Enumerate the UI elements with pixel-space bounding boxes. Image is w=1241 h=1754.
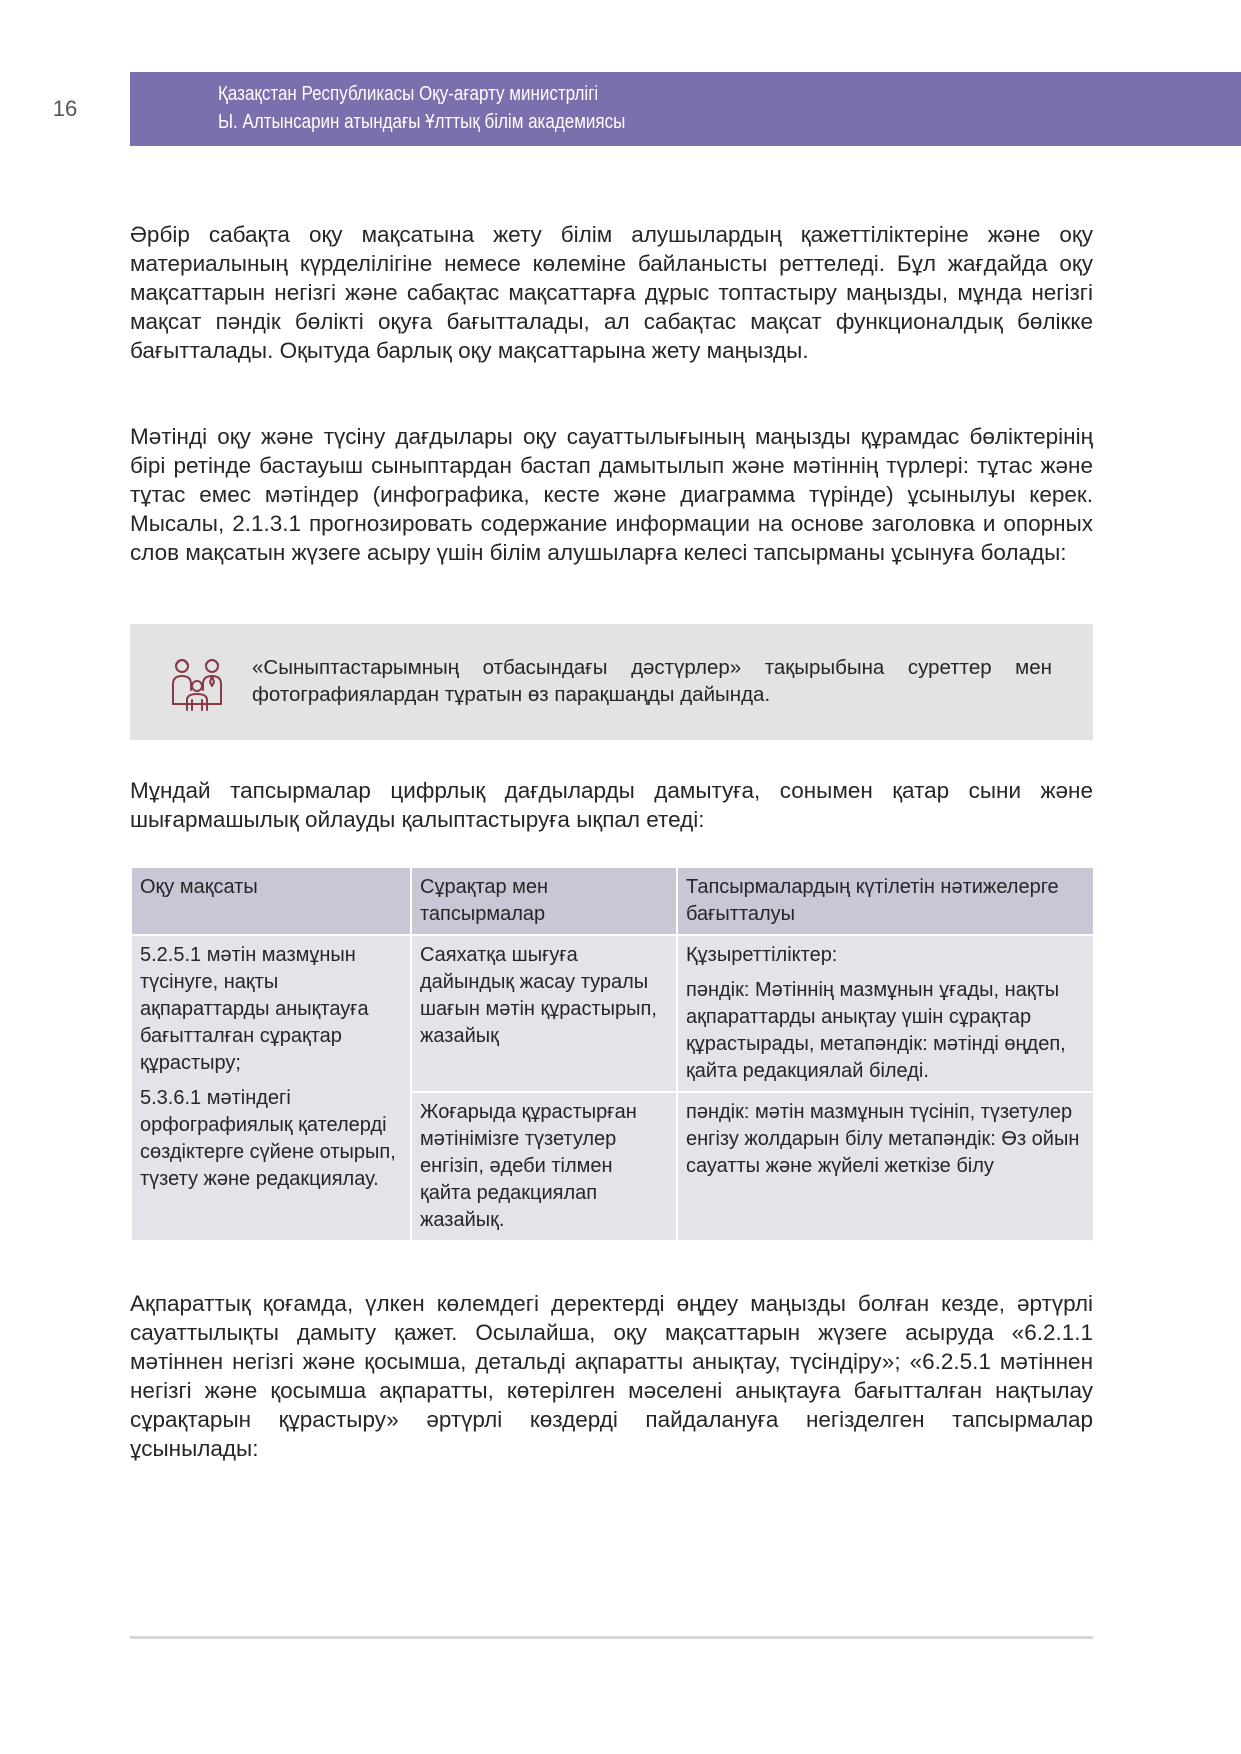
footer-divider [130,1636,1093,1639]
objectives-table [130,866,1095,1242]
question-2: Жоғарыда құрастырған мәтінімізге түзетулер енгізіп, әдеби тілмен қайта редакциялап жазайық. [420,1101,637,1231]
objective-1: 5.2.5.1 мәтін мазмұнын түсінуге, нақты ақпараттарды анықтауға бағытталған сұрақтар құрастыру; [140,944,369,1074]
table-row [131,935,1094,1092]
paragraph-4: Ақпараттық қоғамда, үлкен көлемдегі деректерді өңдеу маңызды болған кезде, әртүрлі сауаттылықты дамыту қажет. Осылайша, оқу мақсаттарын жүзеге асыруда «6.2.1.1 мәтіннен негізгі және қосымша, детальді ақпаратты анықтау, түсіндіру»; «6.2.5.1 мәтіннен негізгі және қосымша ақпаратты, көтерілген мәселені анықтауға бағытталған нақтылау сұрақтарын құрастыру» әртүрлі көздерді пайдалануға негізделген тапсырмалар ұсынылады: [130,1291,1093,1461]
header-questions: Сұрақтар мен тапсырмалар [411,867,677,935]
task-box [130,624,1093,740]
family-icon [168,654,226,712]
paragraph-2: Мәтінді оқу және түсіну дағдылары оқу сауаттылығының маңызды құрамдас бөліктерінің бірі ретінде бастауыш сыныптардан бастап дамытылып және мәтіннің түрлері: тұтас және тұтас емес мәтіндер (инфографика, кесте және диаграмма түрінде) ұсынылуы керек. Мысалы, 2.1.3.1 прогнозировать содержание информации на основе заголовка и опорных слов мақсатын жүзеге асыру үшін білім алушыларға келесі тапсырманы ұсынуға болады: [130,424,1093,565]
page-header [0,72,1241,146]
result-1-body: пәндік: Мәтіннің мазмұнын ұғады, нақты ақпараттарды анықтау үшін сұрақтар құрастырады, метапәндік: мәтінді өңдеп, қайта редакциялай біледі. [686,979,1066,1082]
paragraph-3: Мұндай тапсырмалар цифрлық дағдыларды дамытуға, сонымен қатар сыни және шығармашылық ойлауды қалыптастыруға ықпал етеді: [130,778,1093,832]
page-number: 16 [0,72,130,146]
result-cell [677,935,1094,1092]
paragraph-1: Әрбір сабақта оқу мақсатына жету білім алушылардың қажеттіліктеріне және оқу материалының күрделілігіне немесе көлеміне байланысты реттеледі. Бұл жағдайда оқу мақсаттарын негізгі және сабақтас мақсаттарға дұрыс топтастыру маңызды, мұнда негізгі мақсат пәндік бөлікті оқуға бағытталады, ал сабақтас мақсат функционалдық бөлікке бағытталады. Оқытуда барлық оқу мақсаттарына жету маңызды. [130,222,1093,363]
header-text [218,80,625,136]
header-results: Тапсырмалардың күтілетін нәтижелерге бағытталуы [677,867,1094,935]
table-header-row [131,867,1094,935]
objective-cell [131,935,411,1241]
result-1-heading: Құзыреттіліктер: [686,944,838,966]
result-cell [677,1092,1094,1241]
objective-2: 5.3.6.1 мәтіндегі орфографиялық қателерді сөздіктерге сүйене отырып, түзету және редакциялау. [140,1087,396,1190]
question-1: Саяхатқа шығуға дайындық жасау туралы шағын мәтін құрастырып, жазайық [420,944,657,1047]
question-cell [411,935,677,1092]
header-line-academy: Ы. Алтынсарин атындағы Ұлттық білім академиясы [218,111,626,133]
question-cell [411,1092,677,1241]
result-2-body: пәндік: мәтін мазмұнын түсініп, түзетулер енгізу жолдарын білу метапәндік: Өз ойын сауатты және жүйелі жеткізе білу [686,1101,1080,1177]
header-objective: Оқу мақсаты [131,867,411,935]
task-text: «Сыныптастарымның отбасындағы дәстүрлер» тақырыбына суреттер мен фотографиялардан тұратын өз парақшаңды дайында. [252,656,1052,706]
header-line-ministry: Қазақстан Республикасы Оқу-ағарту министрлігі [218,83,599,105]
